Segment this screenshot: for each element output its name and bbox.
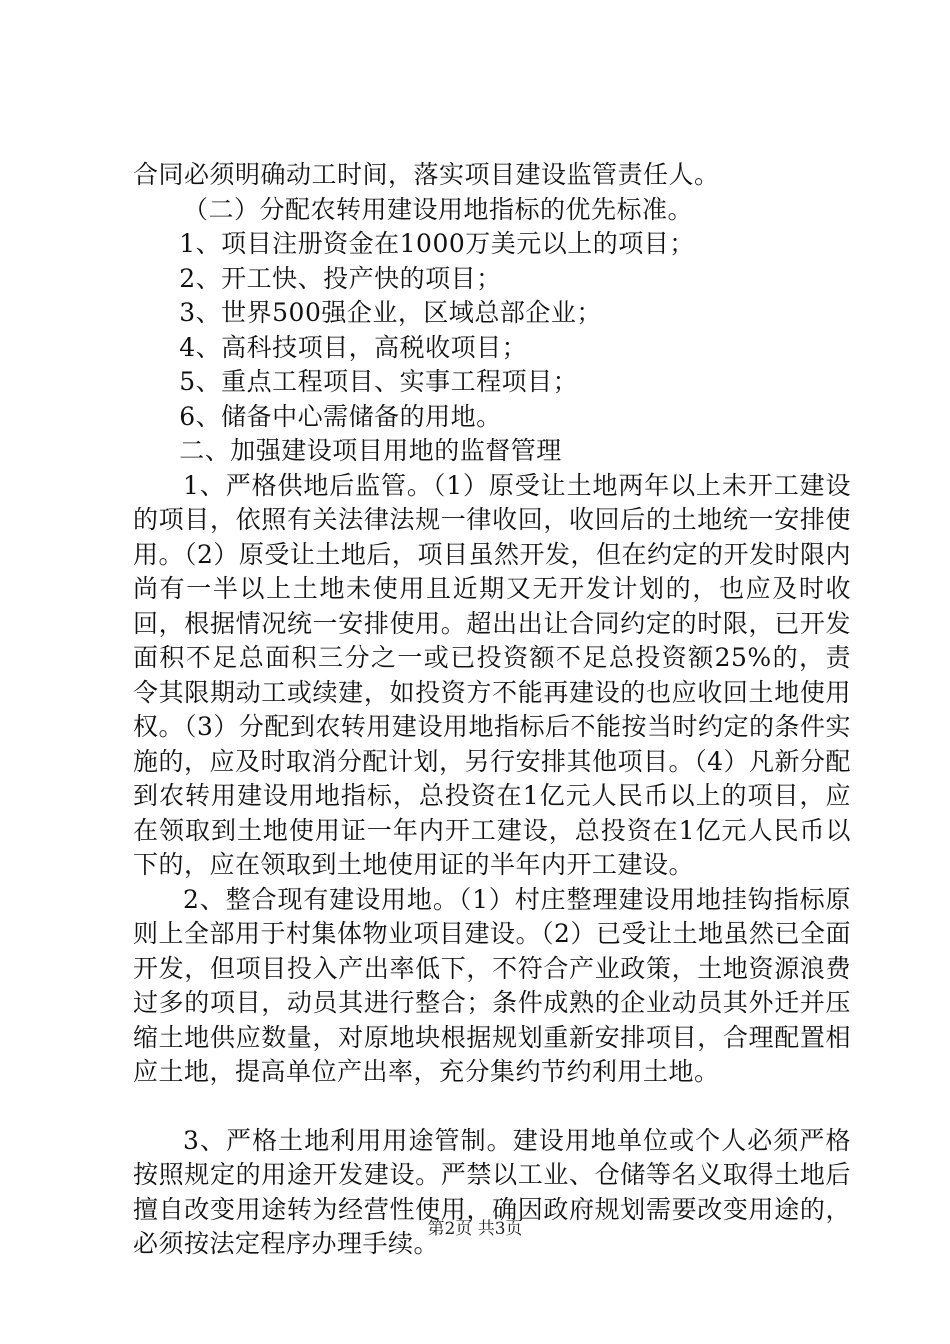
paragraph-contract-tail: 合同必须明确动工时间，落实项目建设监管责任人。 xyxy=(133,160,720,189)
document-body xyxy=(133,158,851,1262)
list-item: 4、高科技项目，高税收项目； xyxy=(179,332,528,362)
page-number-footer: 第2页 共3页 xyxy=(427,1219,523,1239)
paragraph-land-use-control: 3、严格土地利用用途管制。建设用地单位或个人必须严格按照规定的用途开发建设。严禁以工业、仓储等名义取得土地后擅自改变用途转为经营性使用，确因政府规划需要改变用途的，必须按法定程序办理手续。 xyxy=(133,1125,851,1258)
paragraph-integrate-land: 2、整合现有建设用地。（1）村庄整理建设用地挂钩指标原则上全部用于村集体物业项目建设。（2）已受让土地虽然已全面开发，但项目投入产出率低下，不符合产业政策，土地资源浪费过多的项目，动员其进行整合；条件成熟的企业动员其外迁并压缩土地供应数量，对原地块根据规划重新安排项目，合理配置相应土地，提高单位产出率，充分集约节约利用土地。 xyxy=(133,884,851,1086)
list-item: 5、重点工程项目、实事工程项目； xyxy=(179,367,579,396)
section-heading-supervision: 二、加强建设项目用地的监督管理 xyxy=(179,436,562,465)
list-item: 1、项目注册资金在1000万美元以上的项目； xyxy=(179,229,695,258)
list-item: 3、世界500强企业，区域总部企业； xyxy=(179,298,602,327)
list-item: 6、储备中心需储备的用地。 xyxy=(179,401,502,431)
list-item: 2、开工快、投产快的项目； xyxy=(179,263,502,293)
section-heading-priority-standards: （二）分配农转用建设用地指标的优先标准。 xyxy=(183,194,694,224)
paragraph-post-supply-supervision: 1、严格供地后监管。（1）原受让土地两年以上未开工建设的项目，依照有关法律法规一律收回，收回后的土地统一安排使用。（2）原受让土地后，项目虽然开发，但在约定的开发时限内尚有一半以上土地未使用且近期又无开发计划的，也应及时收回，根据情况统一安排使用。超出出让合同约定的时限，已开发面积不足总面积三分之一或已投资额不足总投资额25%的，责令其限期动工或续建，如投资方不能再建设的也应收回土地使用权。（3）分配到农转用建设用地指标后不能按当时约定的条件实施的，应及时取消分配计划，另行安排其他项目。（4）凡新分配到农转用建设用地指标，总投资在1亿元人民币以上的项目，应在领取到土地使用证一年内开工建设，总投资在1亿元人民币以下的，应在领取到土地使用证的半年内开工建设。 xyxy=(133,470,851,879)
